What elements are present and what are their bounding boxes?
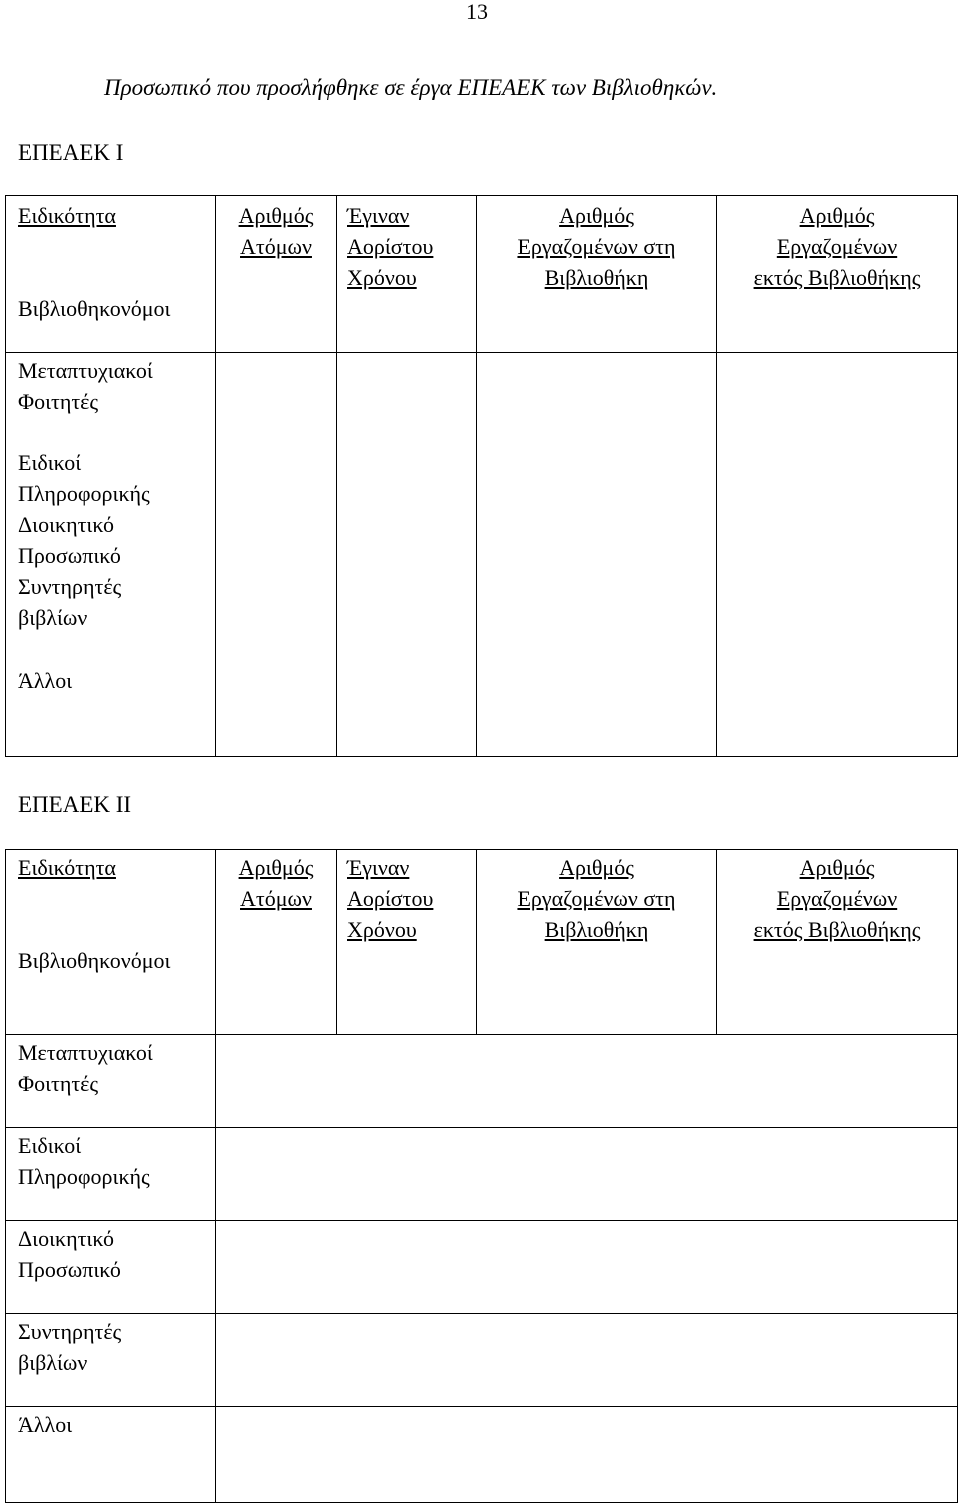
header-outside-library-line: εκτός Βιβλιοθήκης (753, 265, 921, 290)
header-in-library-line: Βιβλιοθήκη (544, 265, 649, 290)
header-indefinite-line: Αορίστου (347, 886, 434, 911)
table-border-right (957, 849, 958, 1503)
row-label-postgraduates: Φοιτητές (18, 1071, 99, 1096)
row-label-admin-staff: Διοικητικό (18, 512, 114, 537)
table-border-left (5, 195, 6, 757)
header-indefinite-line: Χρόνου (347, 265, 417, 290)
row-label-it-specialists: Ειδικοί (18, 450, 82, 475)
header-outside-library-line: Εργαζομένων (776, 234, 898, 259)
row-label-book-conservators: Συντηρητές (18, 1319, 122, 1344)
page-number: 13 (466, 0, 488, 24)
header-in-library-line: Αριθμός (559, 855, 634, 880)
header-indefinite-line: Αορίστου (347, 234, 434, 259)
row-label-it-specialists: Πληροφορικής (18, 1164, 150, 1189)
section-heading-epeaek-1: ΕΠΕΑΕΚ Ι (18, 140, 124, 165)
header-outside-library-line: εκτός Βιβλιοθήκης (753, 917, 921, 942)
row-label-others: Άλλοι (18, 668, 73, 693)
row-label-postgraduates: Μεταπτυχιακοί (18, 1040, 153, 1065)
row-label-others: Άλλοι (18, 1412, 73, 1437)
row-label-admin-staff: Διοικητικό (18, 1226, 114, 1251)
table-border-left (5, 849, 6, 1503)
header-outside-library-line: Αριθμός (799, 855, 875, 880)
page-title: Προσωπικό που προσλήφθηκε σε έργα ΕΠΕΑΕΚ των Βιβλιοθηκών. (104, 75, 718, 100)
header-in-library-line: Εργαζομένων στη (517, 886, 676, 911)
header-specialty: Ειδικότητα (18, 855, 116, 880)
table-row-divider (5, 1406, 958, 1407)
header-outside-library-line: Εργαζομένων (776, 886, 898, 911)
row-label-it-specialists: Πληροφορικής (18, 481, 150, 506)
header-in-library-line: Αριθμός (559, 203, 634, 228)
table-col-divider (215, 849, 216, 1503)
header-specialty: Ειδικότητα (18, 203, 116, 228)
header-indefinite-line: Έγιναν (347, 855, 410, 880)
table-col-divider (215, 195, 216, 757)
table-border-top (5, 195, 958, 196)
table-col-divider (336, 849, 337, 1035)
row-label-admin-staff: Προσωπικό (18, 1257, 121, 1282)
table-row-divider (5, 352, 958, 353)
row-label-postgraduates: Φοιτητές (18, 389, 99, 414)
row-label-librarians: Βιβλιοθηκονόμοι (18, 296, 171, 321)
section-heading-epeaek-2: ΕΠΕΑΕΚ ΙΙ (18, 792, 132, 817)
table-border-bottom (5, 756, 958, 757)
table-row-divider (5, 1220, 958, 1221)
header-in-library-line: Βιβλιοθήκη (544, 917, 649, 942)
header-persons-line: Ατόμων (240, 886, 312, 911)
header-indefinite-line: Χρόνου (347, 917, 417, 942)
header-persons-line: Αριθμός (238, 203, 314, 228)
table-border-top (5, 849, 958, 850)
header-persons-line: Ατόμων (240, 234, 312, 259)
header-outside-library-line: Αριθμός (799, 203, 875, 228)
table-border-bottom (5, 1502, 958, 1503)
header-indefinite-line: Έγιναν (347, 203, 410, 228)
row-label-it-specialists: Ειδικοί (18, 1133, 82, 1158)
row-label-book-conservators: Συντηρητές (18, 574, 122, 599)
header-in-library-line: Εργαζομένων στη (517, 234, 676, 259)
table-border-right (957, 195, 958, 757)
table-row-divider (5, 1034, 958, 1035)
row-label-postgraduates: Μεταπτυχιακοί (18, 358, 153, 383)
table-row-divider (5, 1313, 958, 1314)
row-label-book-conservators: βιβλίων (18, 1350, 88, 1375)
header-persons-line: Αριθμός (238, 855, 314, 880)
row-label-book-conservators: βιβλίων (18, 605, 88, 630)
table-col-divider (336, 195, 337, 757)
table-row-divider (5, 1127, 958, 1128)
row-label-librarians: Βιβλιοθηκονόμοι (18, 948, 171, 973)
row-label-admin-staff: Προσωπικό (18, 543, 121, 568)
